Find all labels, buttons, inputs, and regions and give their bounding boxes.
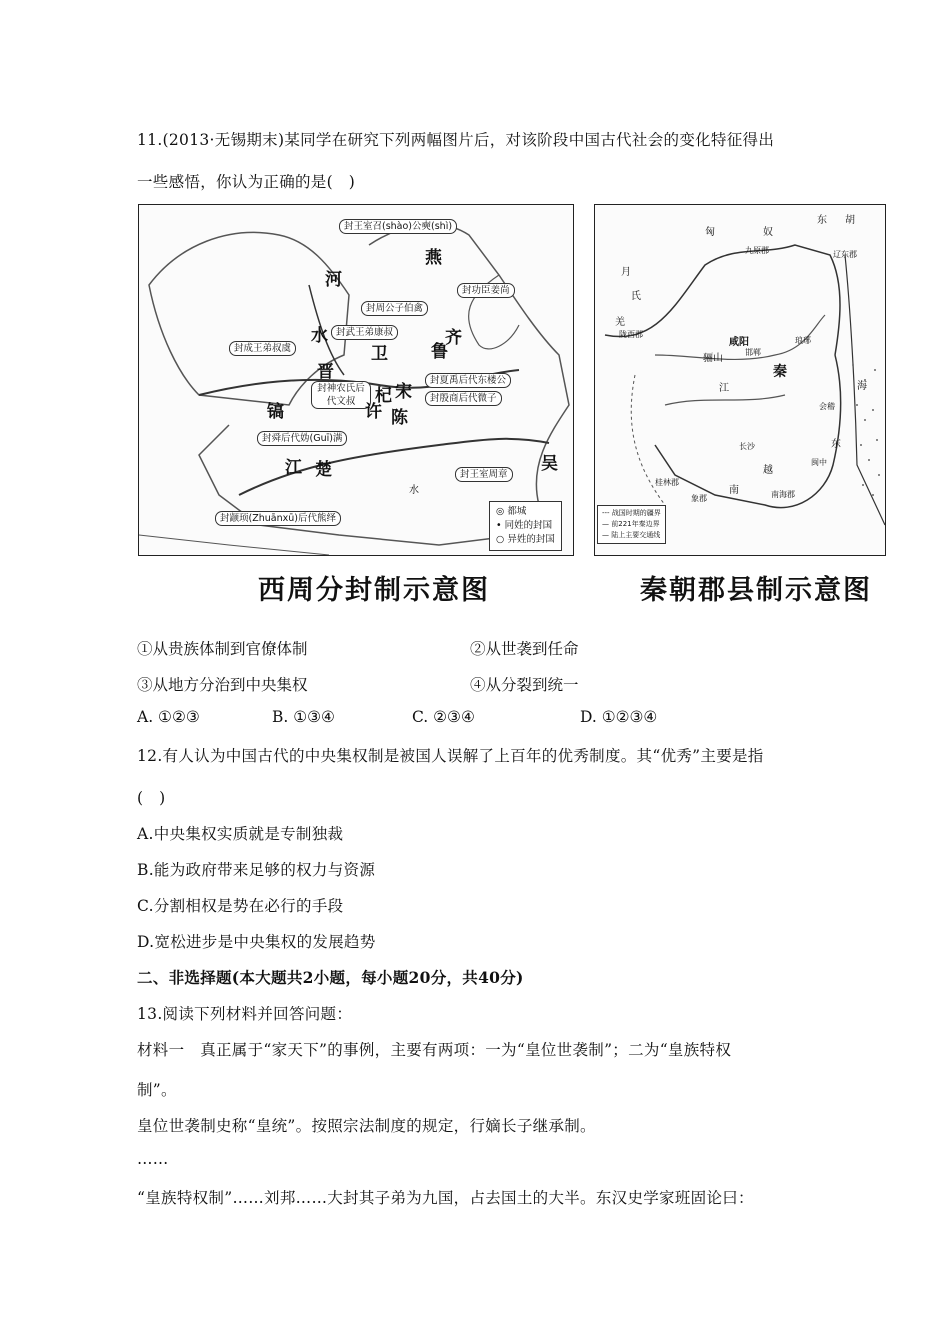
legend-qin-border: — 前221年秦边界 xyxy=(602,520,660,528)
q13-ellipsis: …… xyxy=(137,1150,169,1168)
q12-option-d: D.宽松进步是中央集权的发展趋势 xyxy=(137,933,376,951)
qin-map xyxy=(594,204,886,556)
place-xu: 许 xyxy=(365,402,382,422)
label-shao-gong: 封王室召(shào)公奭(shì) xyxy=(339,219,457,234)
qin-place-xiang: 象郡 xyxy=(691,494,707,503)
qin-place-hu: 胡 xyxy=(845,215,855,226)
label-bo-qin: 封周公子伯禽 xyxy=(361,301,428,316)
q12-stem-line1: 12.有人认为中国古代的中央集权制是被国人误解了上百年的优秀制度。其“优秀”主要是指 xyxy=(137,747,764,765)
qin-place-minzhong: 闽中 xyxy=(811,458,827,467)
qin-place-changsha: 长沙 xyxy=(739,442,755,451)
qin-place-yue: 月 xyxy=(621,267,631,278)
label-wen-shu: 封神农氏后代文叔 xyxy=(311,381,371,409)
place-lu: 鲁 xyxy=(431,342,448,362)
legend-same-surname: • 同姓的封国 xyxy=(496,520,553,531)
q11-statement-4: ④从分裂到统一 xyxy=(470,676,579,694)
q11-stem-line1: 11.(2013·无锡期末)某同学在研究下列两幅图片后，对该阶段中国古代社会的变化特征得出 xyxy=(137,131,775,149)
qin-place-lishan: 骊山 xyxy=(703,353,723,364)
qin-place-hai: 海 xyxy=(857,381,867,392)
qin-place-jiuyuan: 九原郡 xyxy=(745,246,769,255)
qin-place-liaodong: 辽东郡 xyxy=(833,250,857,259)
q13-paragraph2: 皇位世袭制史称“皇统”。按照宗法制度的规定，行嫡长子继承制。 xyxy=(137,1117,596,1135)
qin-place-kuaiji: 会稽 xyxy=(819,402,835,411)
qin-place-nanhai: 南海郡 xyxy=(771,490,795,499)
q12-stem-line2: ( ) xyxy=(137,789,166,807)
q12-option-c: C.分割相权是势在必行的手段 xyxy=(137,897,344,915)
qin-place-xianyang: 咸阳 xyxy=(729,337,749,348)
western-zhou-map xyxy=(138,204,574,556)
q13-intro: 13.阅读下列材料并回答问题： xyxy=(137,1005,353,1023)
q13-material1-line1: 材料一 真正属于“家天下”的事例，主要有两项：一为“皇位世袭制”；二为“皇族特权 xyxy=(137,1041,732,1059)
place-yan: 燕 xyxy=(425,248,442,268)
qin-place-dong2: 东 xyxy=(831,439,841,450)
q11-statement-2: ②从世袭到任命 xyxy=(470,640,579,658)
label-kang-shu: 封武王弟康叔 xyxy=(331,325,398,340)
map2-legend xyxy=(597,505,666,544)
place-jiang: 江 xyxy=(285,458,302,478)
place-qi: 齐 xyxy=(445,328,462,348)
place-jin: 晋 xyxy=(317,362,334,382)
qin-place-qin: 秦 xyxy=(773,364,787,380)
label-wei-zi: 封殷商后代微子 xyxy=(425,391,502,406)
qin-place-dong: 东 xyxy=(817,215,827,226)
qin-place-longxi: 陇西郡 xyxy=(619,330,643,339)
label-xiong-yi: 封颛顼(Zhuānxū)后代熊绎 xyxy=(215,511,341,526)
place-he: 河 xyxy=(325,270,342,290)
label-zhou-zhang: 封王室周章 xyxy=(455,467,513,482)
q11-option-d: D. ①②③④ xyxy=(580,708,658,726)
place-chen: 陈 xyxy=(391,408,408,428)
legend-roads: — 陆上主要交通线 xyxy=(602,531,661,539)
map2-caption: 秦朝郡县制示意图 xyxy=(640,575,872,606)
q12-option-a: A.中央集权实质就是专制独裁 xyxy=(137,825,344,843)
map1-legend xyxy=(489,501,562,551)
q11-statement-3: ③从地方分治到中央集权 xyxy=(137,676,308,694)
qin-place-nu: 奴 xyxy=(763,227,773,238)
q11-option-c: C. ②③④ xyxy=(412,708,475,726)
legend-capital: ◎ 都城 xyxy=(496,506,527,517)
label-shu-yu: 封成王弟叔虞 xyxy=(229,341,296,356)
qin-place-yue2: 越 xyxy=(763,465,773,476)
legend-other-surname: ○ 异姓的封国 xyxy=(496,534,555,545)
q11-option-b: B. ①③④ xyxy=(272,708,335,726)
q11-option-a: A. ①②③ xyxy=(137,708,200,726)
qin-place-handan: 邯郸 xyxy=(745,348,761,357)
place-song: 宋 xyxy=(395,382,412,402)
label-gui-man: 封舜后代妫(Guī)满 xyxy=(257,431,347,446)
place-shui: 水 xyxy=(311,326,328,346)
qin-place-xiong: 匈 xyxy=(705,227,715,238)
qin-place-guilin: 桂林郡 xyxy=(655,478,679,487)
q12-option-b: B.能为政府带来足够的权力与资源 xyxy=(137,861,376,879)
label-dong-lou-gong: 封夏禹后代东楼公 xyxy=(425,373,511,388)
q11-stem-line2: 一些感悟，你认为正确的是( ) xyxy=(137,173,356,191)
q13-material1-line2: 制”。 xyxy=(137,1081,177,1099)
qin-place-shi: 氏 xyxy=(631,291,641,302)
section2-heading: 二、非选择题(本大题共2小题，每小题20分，共40分) xyxy=(137,968,524,987)
place-shui2: 水 xyxy=(409,485,419,496)
place-wu: 吴 xyxy=(541,454,558,474)
place-wei: 卫 xyxy=(371,344,388,364)
place-qi2: 杞 xyxy=(375,386,392,406)
place-hao: 镐 xyxy=(267,402,284,422)
q13-paragraph3: “皇族特权制”……刘邦……大封其子弟为九国，占去国土的大半。东汉史学家班固论曰： xyxy=(137,1189,754,1207)
label-jiang-shang: 封功臣姜尚 xyxy=(457,283,515,298)
legend-warring-states: --- 战国时期的疆界 xyxy=(602,509,661,517)
qin-place-langya: 琅琊 xyxy=(795,336,811,345)
place-chu: 楚 xyxy=(315,460,332,480)
q11-statement-1: ①从贵族体制到官僚体制 xyxy=(137,640,308,658)
map1-caption: 西周分封制示意图 xyxy=(258,575,490,606)
qin-place-qiang: 羌 xyxy=(615,317,625,328)
qin-place-jiang: 江 xyxy=(719,383,729,394)
qin-place-nan: 南 xyxy=(729,485,739,496)
